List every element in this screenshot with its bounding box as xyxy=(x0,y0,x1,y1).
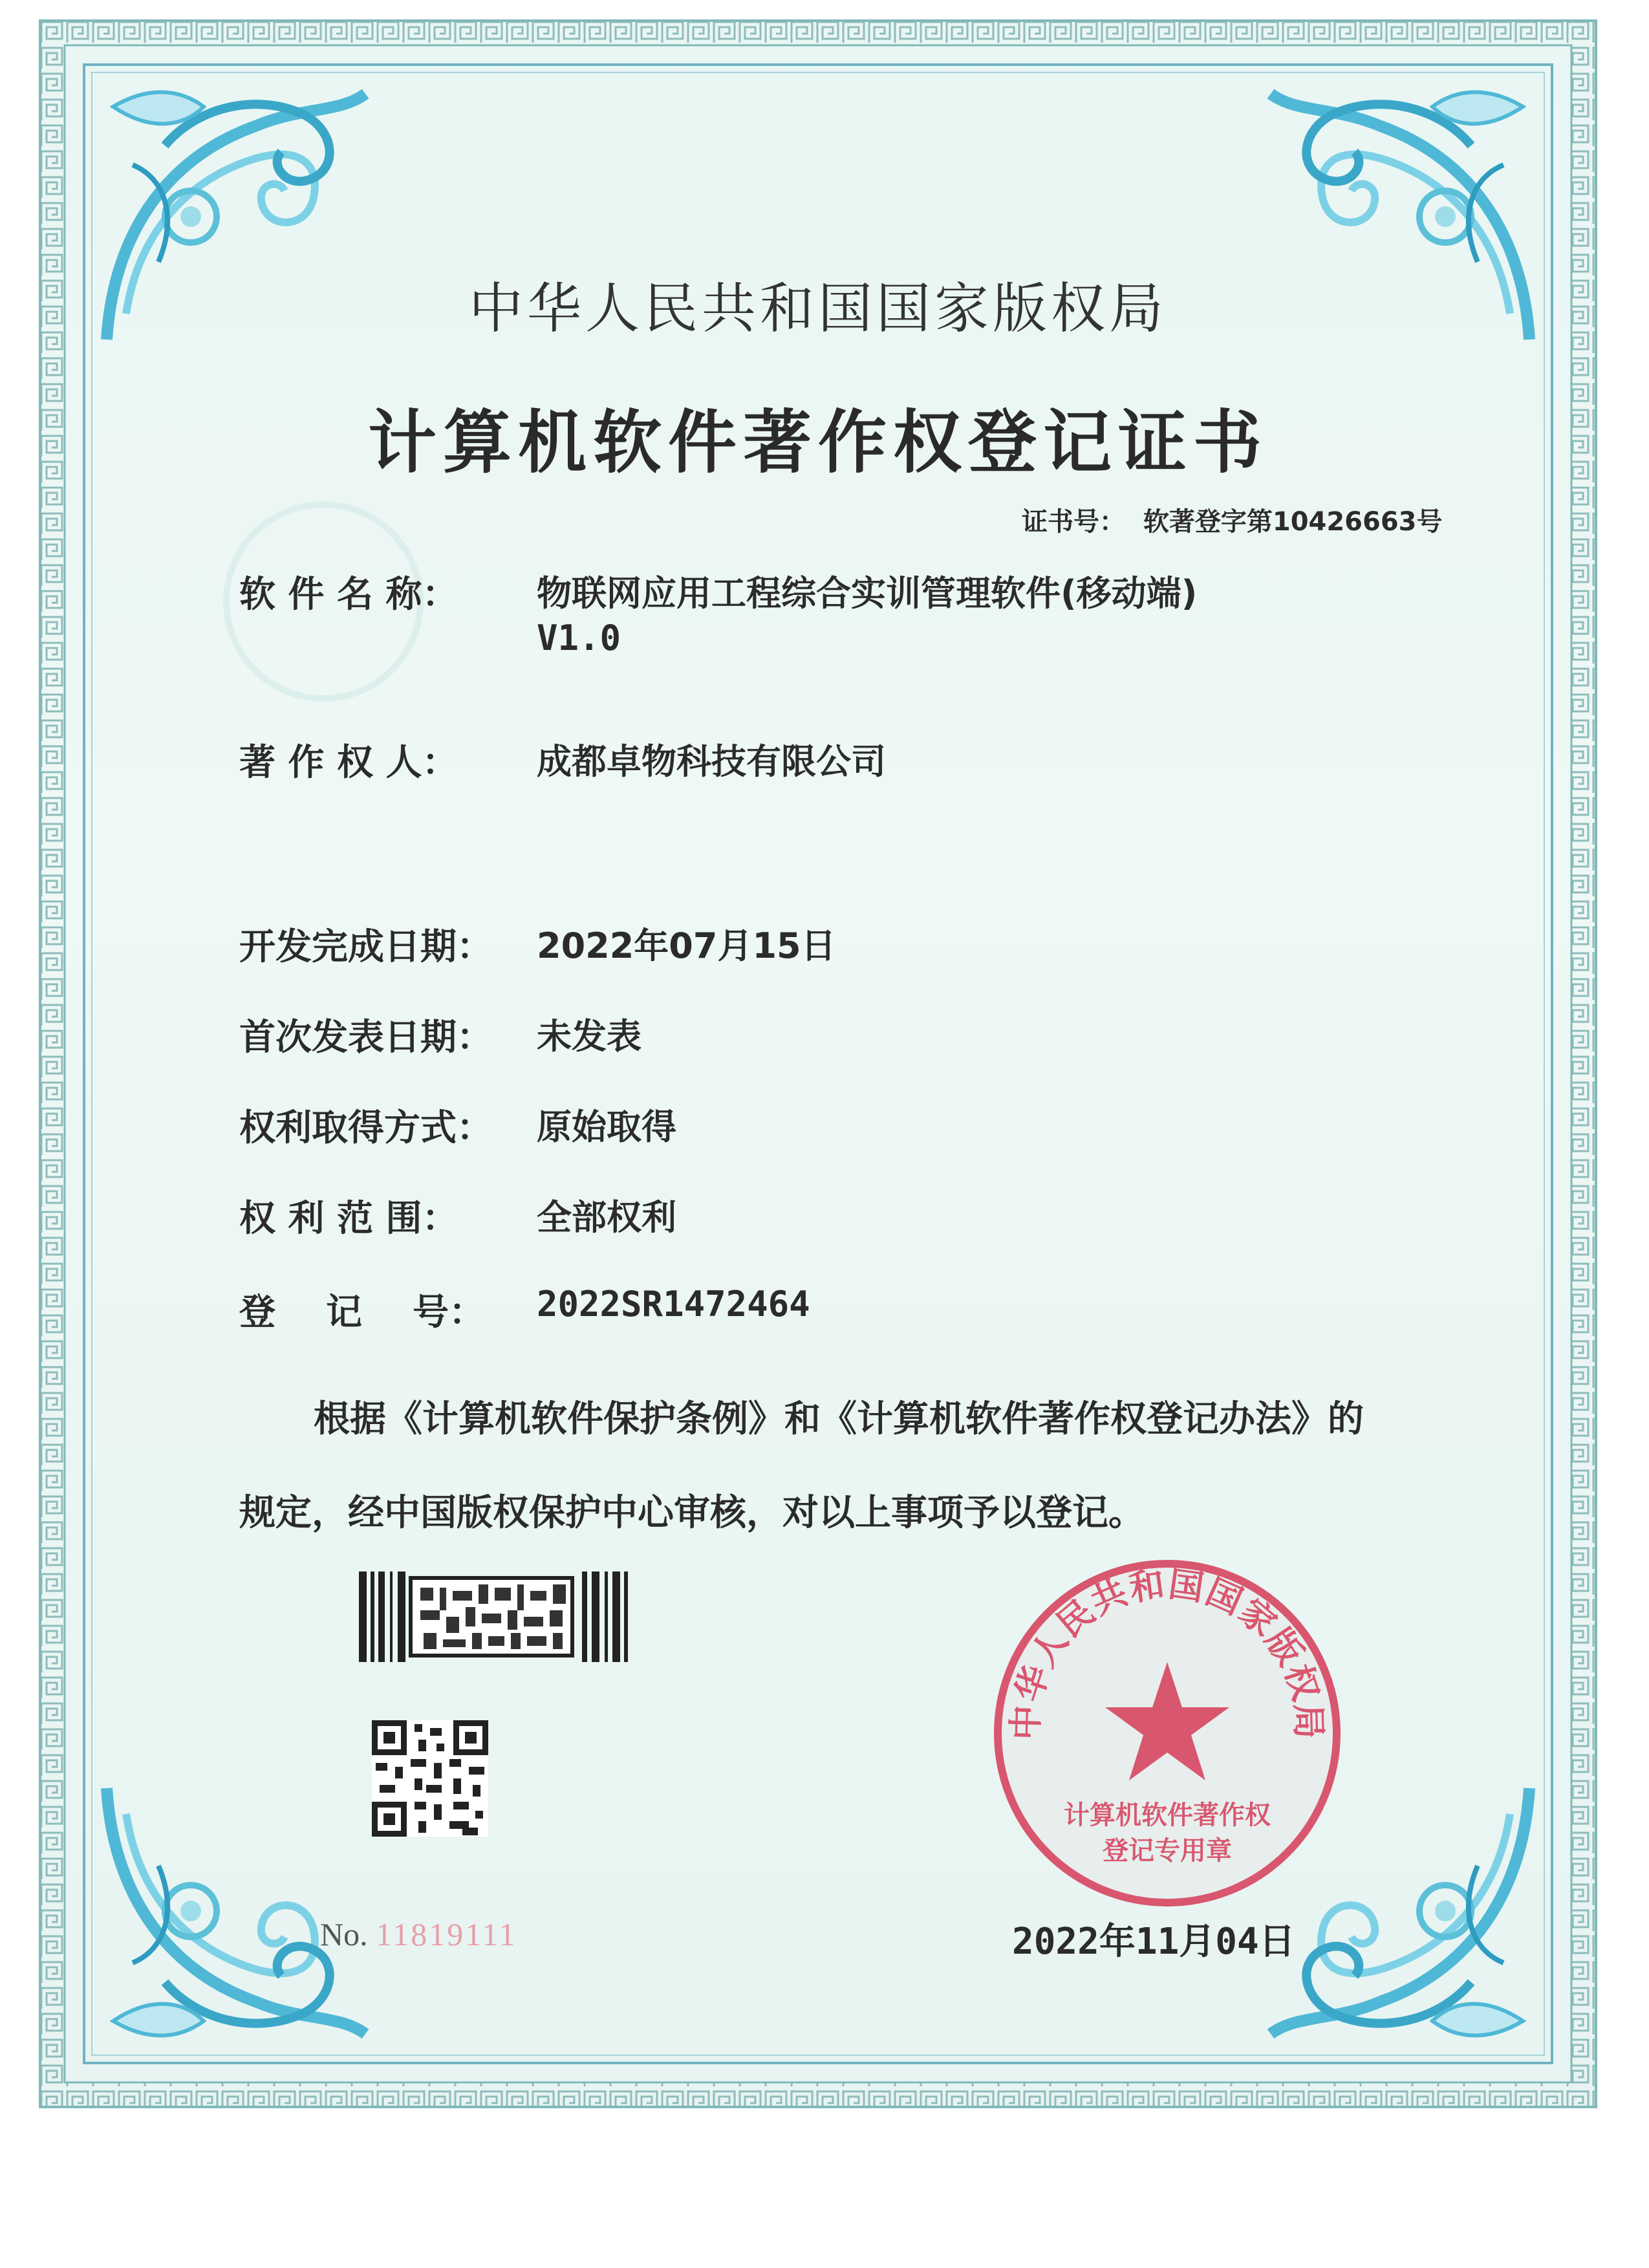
certificate-number-label: 证书号： xyxy=(1022,507,1125,537)
issue-date: 2022年11月04日 xyxy=(1012,1921,1295,1963)
serial-number xyxy=(320,1916,517,1953)
svg-text:计算机软件著作权: 计算机软件著作权 xyxy=(1064,1800,1271,1830)
first-publish-date-value: 未发表 xyxy=(537,1016,641,1057)
acquisition-method-value: 原始取得 xyxy=(537,1107,676,1147)
serial-number-value: 11819111 xyxy=(376,1916,517,1952)
certificate-title: 计算机软件著作权登记证书 xyxy=(368,403,1268,482)
issuing-authority: 中华人民共和国国家版权局 xyxy=(468,277,1167,340)
software-name-label: 软 件 名 称： xyxy=(239,574,458,616)
svg-text:登记专用章: 登记专用章 xyxy=(1103,1836,1232,1866)
certificate-number xyxy=(1022,501,1443,538)
registration-number-value: 2022SR1472464 xyxy=(537,1284,810,1324)
completion-date-value: 2022年07月15日 xyxy=(537,925,836,966)
registration-number-label: 登 记 号： xyxy=(239,1291,485,1334)
copyright-owner-value: 成都卓物科技有限公司 xyxy=(537,741,886,782)
software-version-value: V1.0 xyxy=(537,618,621,658)
acquisition-method-label: 权利取得方式： xyxy=(239,1107,493,1149)
rights-scope-value: 全部权利 xyxy=(537,1197,676,1238)
software-name-value: 物联网应用工程综合实训管理软件(移动端) xyxy=(537,573,1198,614)
qr-code xyxy=(372,1720,488,1837)
svg-text:中华人民共和国国家版权局: 中华人民共和国国家版权局 xyxy=(1005,1563,1330,1741)
copyright-owner-label: 著 作 权 人： xyxy=(239,742,458,784)
completion-date-label: 开发完成日期： xyxy=(239,926,493,968)
official-seal xyxy=(986,1552,1348,1914)
first-publish-date-label: 首次发表日期： xyxy=(239,1017,493,1059)
rights-scope-label: 权 利 范 围： xyxy=(239,1198,458,1240)
certificate-sheet xyxy=(39,19,1597,2108)
barcode xyxy=(359,1571,630,1662)
certificate-number-value: 软著登字第10426663号 xyxy=(1143,507,1443,537)
statement-line-1: 根据《计算机软件保护条例》和《计算机软件著作权登记办法》的 xyxy=(314,1398,1364,1440)
serial-number-prefix: No. xyxy=(320,1916,368,1952)
statement-line-2: 规定，经中国版权保护中心审核，对以上事项予以登记。 xyxy=(239,1492,1145,1534)
